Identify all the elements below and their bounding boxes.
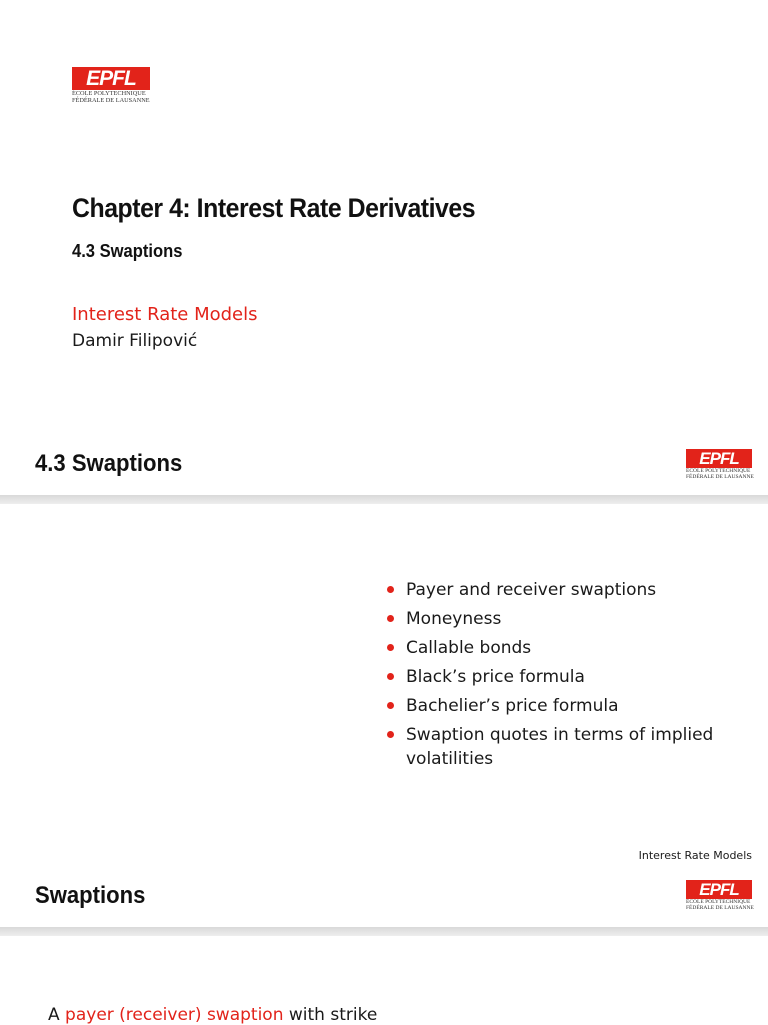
epfl-logo-mark: EPFL xyxy=(72,67,150,90)
epfl-logo-line2: FÉDÉRALE DE LAUSANNE xyxy=(72,97,150,104)
payer-receiver-swaption-term: payer (receiver) swaption xyxy=(65,1005,284,1025)
header-rule xyxy=(0,495,768,504)
list-item: Payer and receiver swaptions xyxy=(386,578,746,602)
bullet-dot-icon xyxy=(387,644,394,651)
bullet-dot-icon xyxy=(387,586,394,593)
chapter-title: Chapter 4: Interest Rate Derivatives xyxy=(72,193,476,223)
epfl-logo xyxy=(686,449,754,480)
epfl-logo-line2: FÉDÉRALE DE LAUSANNE xyxy=(686,905,754,911)
epfl-logo xyxy=(72,67,152,104)
section-heading: 4.3 Swaptions xyxy=(35,450,183,477)
epfl-logo xyxy=(686,880,754,911)
epfl-logo-line1: ÉCOLE POLYTECHNIQUE xyxy=(72,90,146,97)
list-item: Swaption quotes in terms of implied volatilities xyxy=(386,723,746,771)
epfl-logo-line1: ÉCOLE POLYTECHNIQUE xyxy=(686,468,751,474)
bullet-dot-icon xyxy=(387,615,394,622)
epfl-logo-mark: EPFL xyxy=(686,880,752,899)
list-item: Black’s price formula xyxy=(386,665,746,689)
footer-course-name: Interest Rate Models xyxy=(638,849,752,862)
section-subtitle: 4.3 Swaptions xyxy=(72,241,183,261)
list-item: Moneyness xyxy=(386,607,746,631)
course-title: Interest Rate Models xyxy=(72,304,258,325)
bullet-dot-icon xyxy=(387,731,394,738)
swaptions-heading: Swaptions xyxy=(35,882,146,909)
bullet-dot-icon xyxy=(387,673,394,680)
epfl-logo-mark: EPFL xyxy=(686,449,752,468)
list-item: Callable bonds xyxy=(386,636,746,660)
author-name: Damir Filipović xyxy=(72,331,198,351)
topic-list xyxy=(386,578,746,776)
bullet-dot-icon xyxy=(387,702,394,709)
swaption-definition-text: A payer (receiver) swaption with strike xyxy=(48,1005,378,1025)
epfl-logo-line1: ÉCOLE POLYTECHNIQUE xyxy=(686,899,751,905)
epfl-logo-line2: FÉDÉRALE DE LAUSANNE xyxy=(686,474,754,480)
header-rule xyxy=(0,927,768,936)
list-item: Bachelier’s price formula xyxy=(386,694,746,718)
